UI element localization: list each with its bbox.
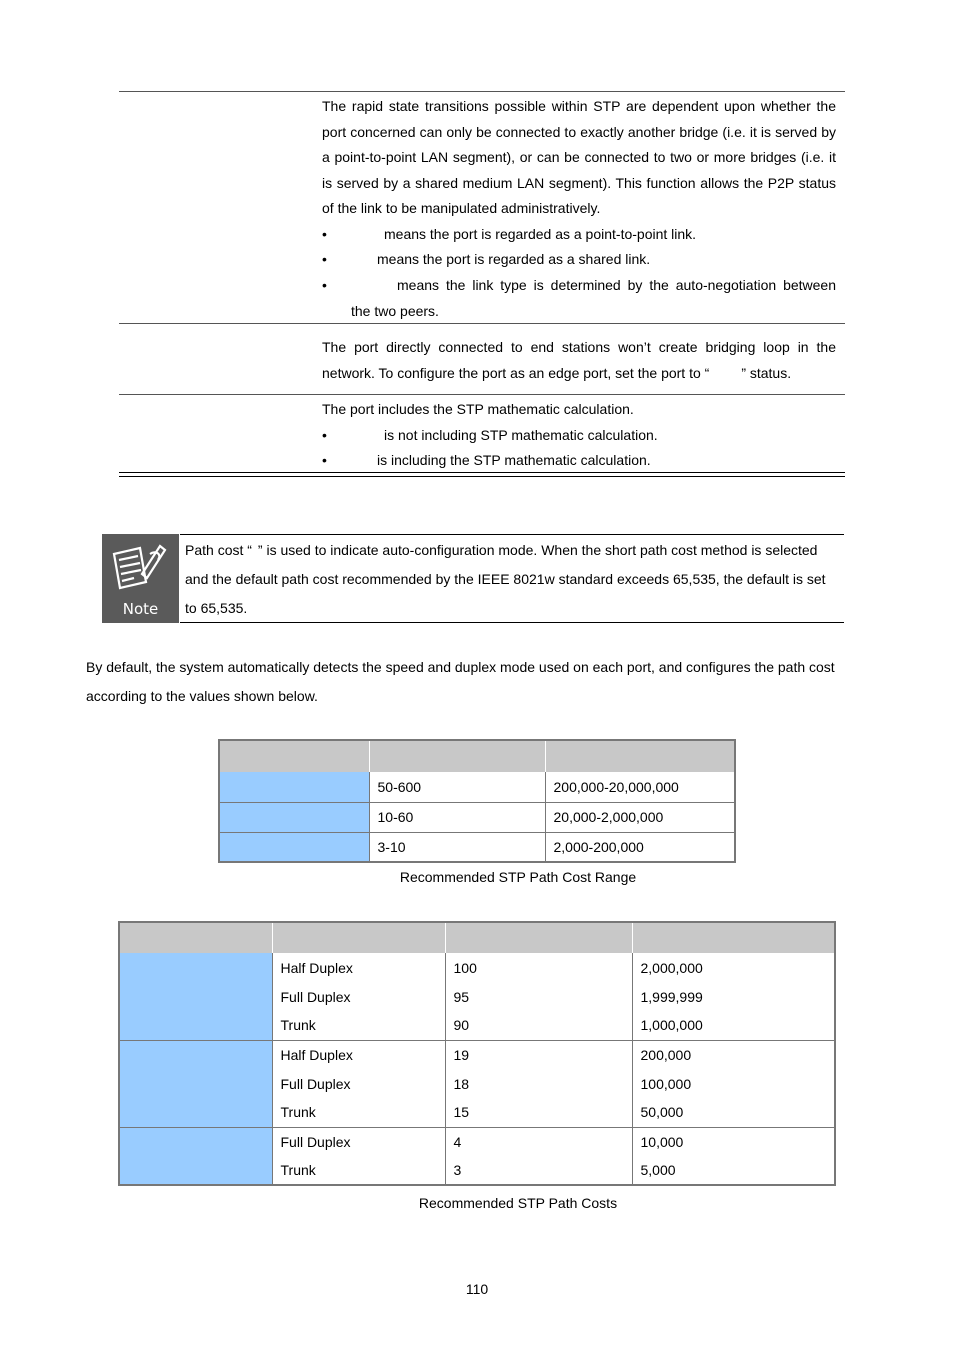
- table-row: 50-600 200,000-20,000,000: [219, 772, 735, 802]
- table-rule-top: [119, 91, 845, 92]
- p2p-bullet-1: • means the port is regarded as a point-to-point link.: [322, 222, 836, 248]
- stp-bullet-2: • is including the STP mathematic calculation.: [322, 448, 836, 474]
- stp-description: The port includes the STP mathematic calculation.: [322, 401, 634, 417]
- path-cost-table: [118, 921, 836, 1186]
- table-row: 3-10 2,000-200,000: [219, 832, 735, 862]
- edge-description-line2: network. To configure the port as an edge port, set the port to “ ” status.: [322, 365, 792, 381]
- bullet-icon: •: [322, 251, 327, 267]
- table-rule: [119, 323, 845, 324]
- table-row: Full Duplex 95 1,999,999: [119, 982, 835, 1011]
- bullet-icon: •: [322, 226, 327, 242]
- table-row: Half Duplex 100 2,000,000: [119, 953, 835, 982]
- table-row: Full Duplex 4 10,000: [119, 1127, 835, 1156]
- table-row: 10-60 20,000-2,000,000: [219, 802, 735, 832]
- table-header-row: [219, 740, 735, 772]
- note-text: Path cost “ ” is used to indicate auto-configuration mode. When the short path cost method is selected and the default path cost recommended by the IEEE 8021w standard exceeds 65,535, the default is set to 65,535.: [185, 542, 826, 616]
- bullet-icon: •: [322, 427, 327, 443]
- table-rule: [119, 394, 845, 395]
- edge-description-line1: The port directly connected to end stations won’t create bridging loop in the: [322, 339, 836, 355]
- table-row: Trunk 15 50,000: [119, 1098, 835, 1127]
- p2p-description: The rapid state transitions possible within STP are dependent upon whether the port concerned can only be connected to exactly another bridge (i.e. it is served by a point-to-point LAN segment), or can be connected to two or more bridges (i.e. it is served by a shared medium LAN segment). This function allows the P2P status of the link to be manipulated administratively.: [322, 98, 836, 217]
- bullet-icon: •: [322, 452, 327, 468]
- p2p-bullet-3-cont: the two peers.: [351, 303, 439, 319]
- table-row: Full Duplex 18 100,000: [119, 1069, 835, 1098]
- svg-text:Note: Note: [122, 600, 159, 618]
- table-header-row: [119, 922, 835, 953]
- stp-bullet-1: • is not including STP mathematic calculation.: [322, 423, 836, 449]
- p2p-bullet-2: • means the port is regarded as a shared link.: [322, 247, 836, 273]
- table-row: Trunk 90 1,000,000: [119, 1011, 835, 1040]
- table-rule-bottom-double: [119, 476, 845, 477]
- intro-paragraph: By default, the system automatically detects the speed and duplex mode used on each port, and configures the path cost according to the values shown below.: [86, 659, 835, 704]
- table-rule-bottom: [119, 472, 845, 473]
- page-number: 110: [465, 1281, 489, 1297]
- path-cost-range-table: [218, 739, 736, 863]
- range-table-caption: Recommended STP Path Cost Range: [399, 869, 637, 885]
- cost-table-caption: Recommended STP Path Costs: [418, 1195, 618, 1211]
- note-rule-top: [180, 534, 844, 535]
- note-icon: [102, 534, 179, 623]
- bullet-icon: •: [322, 277, 327, 293]
- table-row: Trunk 3 5,000: [119, 1156, 835, 1185]
- p2p-bullet-3: • means the link type is determined by the auto-negotiation between: [322, 273, 836, 299]
- table-row: Half Duplex 19 200,000: [119, 1040, 835, 1069]
